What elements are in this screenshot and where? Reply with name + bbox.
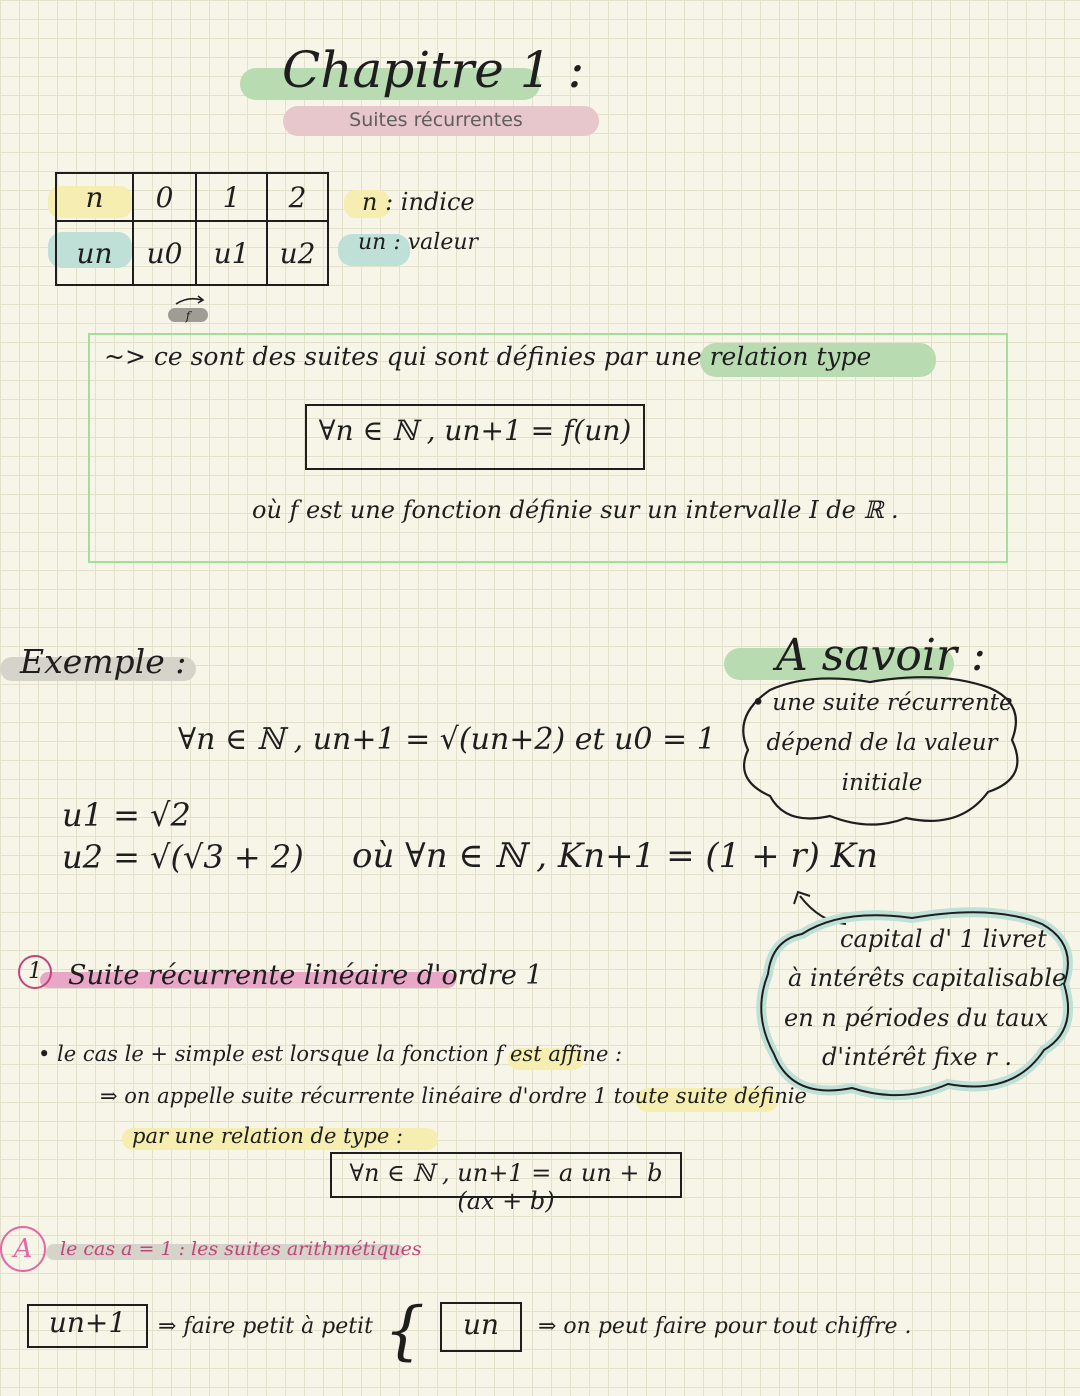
definition-formula: ∀n ∈ ℕ , un+1 = f(un) [318,414,632,447]
index-value-table [55,172,329,286]
relation-type-text: par une relation de type : [132,1124,404,1148]
subsection-a-title: le cas a = 1 : les suites arithmétiques [60,1238,422,1260]
chapter-subtitle: Suites récurrentes [349,109,523,131]
legend-value: un : valeur [358,230,479,255]
table-row [56,173,328,221]
example-formula: ∀n ∈ ℕ , un+1 = √(un+2) et u0 = 1 [178,722,716,757]
section-number-badge: 1 [18,955,52,989]
table-row [56,221,328,285]
table-cell: un [56,221,133,285]
subsection-letter-badge: A [0,1226,46,1272]
table-cell: u0 [133,221,196,285]
step-by-step-text: ⇒ faire petit à petit [158,1314,373,1339]
a-savoir-line: dépend de la valeur [766,730,998,756]
table-cell: u2 [267,221,328,285]
table-cell: 1 [196,173,267,221]
curly-brace-icon: { [384,1294,425,1368]
un-term: un [462,1308,500,1341]
definition-note: où f est une fonction définie sur un intervalle I de ℝ . [252,496,899,524]
a-savoir-title: A savoir : [776,630,986,681]
definition-text: ~> ce sont des suites qui sont définies par une relation type [104,342,872,371]
u2-value: u2 = √(√3 + 2) [62,838,304,876]
capital-note-line: capital d' 1 livret [840,925,1047,953]
exemple-label: Exemple : [20,642,187,681]
definition-call-text: ⇒ on appelle suite récurrente linéaire d'ordre 1 toute suite définie [100,1084,807,1108]
u1-value: u1 = √2 [62,796,191,834]
capital-formula: où ∀n ∈ ℕ , Kn+1 = (1 + r) Kn [352,836,879,876]
recurrence-formula: ∀n ∈ ℕ , un+1 = a un + b (ax + b) [349,1159,663,1215]
chapter-title: Chapitre 1 : [282,41,585,99]
legend-index: n : indice [362,188,475,216]
section-1-title: Suite récurrente linéaire d'ordre 1 [68,960,543,991]
capital-note-line: en n périodes du taux [784,1004,1049,1032]
a-savoir-line: • une suite récurrente [751,690,1013,716]
un1-term: un+1 [48,1306,127,1339]
affine-case-text: • le cas le + simple est lorsque la fonction f est affine : [38,1042,623,1066]
curved-arrow-icon [168,294,212,324]
capital-note-line: à intérêts capitalisable [788,964,1067,992]
table-cell: n [56,173,133,221]
any-number-text: ⇒ on peut faire pour tout chiffre . [538,1314,912,1339]
capital-note-line: d'intérêt fixe r . [822,1043,1012,1071]
table-cell: 2 [267,173,328,221]
table-cell: 0 [133,173,196,221]
table-cell: u1 [196,221,267,285]
a-savoir-line: initiale [841,770,923,796]
f-label: f [185,309,191,323]
